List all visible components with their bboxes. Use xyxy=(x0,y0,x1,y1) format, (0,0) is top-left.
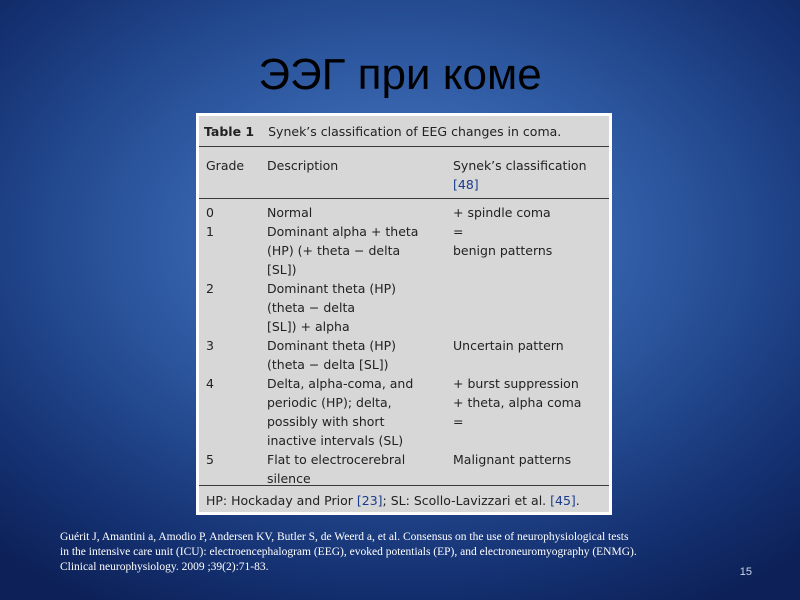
row-description-line: inactive intervals (SL) xyxy=(267,433,404,448)
row-description-line: Dominant theta (HP) xyxy=(267,338,397,353)
header-description: Description xyxy=(267,158,339,173)
row-description-line: Dominant theta (HP) xyxy=(267,281,397,296)
row-description-line: [SL]) xyxy=(267,262,297,277)
table-caption xyxy=(204,124,561,139)
footnote-end: . xyxy=(575,493,580,508)
header-synek-label: Synek’s classification xyxy=(453,158,587,173)
row-description-line: Normal xyxy=(267,205,313,220)
footnote-hp-text: HP: Hockaday and Prior xyxy=(206,493,357,508)
row-description-line: (theta − delta xyxy=(267,300,356,315)
row-synek-line: = xyxy=(453,224,464,239)
row-grade: 2 xyxy=(206,281,214,296)
row-synek-line: + theta, alpha coma xyxy=(453,395,582,410)
slide-title: ЭЭГ при коме xyxy=(258,50,542,99)
row-synek-line: + spindle coma xyxy=(453,205,551,220)
row-grade: 4 xyxy=(206,376,214,391)
slide-number: 15 xyxy=(739,566,752,578)
row-description-line: periodic (HP); delta, xyxy=(267,395,392,410)
table-title: Synek’s classification of EEG changes in coma. xyxy=(268,124,562,139)
citation-line-3: Clinical neurophysiology. 2009 ;39(2):71-83. xyxy=(60,561,269,573)
row-synek-line: benign patterns xyxy=(453,243,553,258)
header-synek-ref-link[interactable]: [48] xyxy=(453,177,479,192)
row-description-line: (HP) (+ theta − delta xyxy=(267,243,401,258)
footnote-hp-ref-link[interactable]: [23] xyxy=(356,493,383,508)
row-synek-line: Malignant patterns xyxy=(453,452,572,467)
row-description-line: Delta, alpha-coma, and xyxy=(267,376,414,391)
table-bottom-rule xyxy=(199,485,609,486)
row-description-line: (theta − delta [SL]) xyxy=(267,357,389,372)
row-synek-line: Uncertain pattern xyxy=(453,338,564,353)
row-grade: 5 xyxy=(206,452,214,467)
table-figure xyxy=(196,113,612,515)
table-footnote xyxy=(206,491,580,510)
row-grade: 3 xyxy=(206,338,214,353)
footnote-sl-ref-link[interactable]: [45] xyxy=(550,493,576,508)
citation-line-1: Guérit J, Amantini a, Amodio P, Andersen KV, Butler S, de Weerd a, et al. Consensus on the use of neurophysiological tests xyxy=(60,531,629,543)
table-panel xyxy=(199,116,609,512)
row-synek-line: + burst suppression xyxy=(453,376,579,391)
row-grade: 1 xyxy=(206,224,214,239)
row-description-line: Dominant alpha + theta xyxy=(267,224,419,239)
row-description-line: possibly with short xyxy=(267,414,385,429)
header-synek xyxy=(453,156,587,194)
footnote-sl-text: ; SL: Scollo-Lavizzari et al. xyxy=(382,493,551,508)
row-grade: 0 xyxy=(206,205,214,220)
row-description-line: Flat to electrocerebral xyxy=(267,452,406,467)
source-citation xyxy=(60,530,760,575)
header-grade: Grade xyxy=(206,158,245,173)
row-description-line: silence xyxy=(267,471,311,486)
table-top-rule xyxy=(199,146,609,147)
row-synek-line: = xyxy=(453,414,464,429)
citation-line-2: in the intensive care unit (ICU): electroencephalogram (EEG), evoked potentials (EP), and electroneuromyography (ENMG). xyxy=(60,546,637,558)
table-header-rule xyxy=(199,198,609,199)
table-label: Table 1 xyxy=(204,124,255,139)
row-description-line: [SL]) + alpha xyxy=(267,319,350,334)
